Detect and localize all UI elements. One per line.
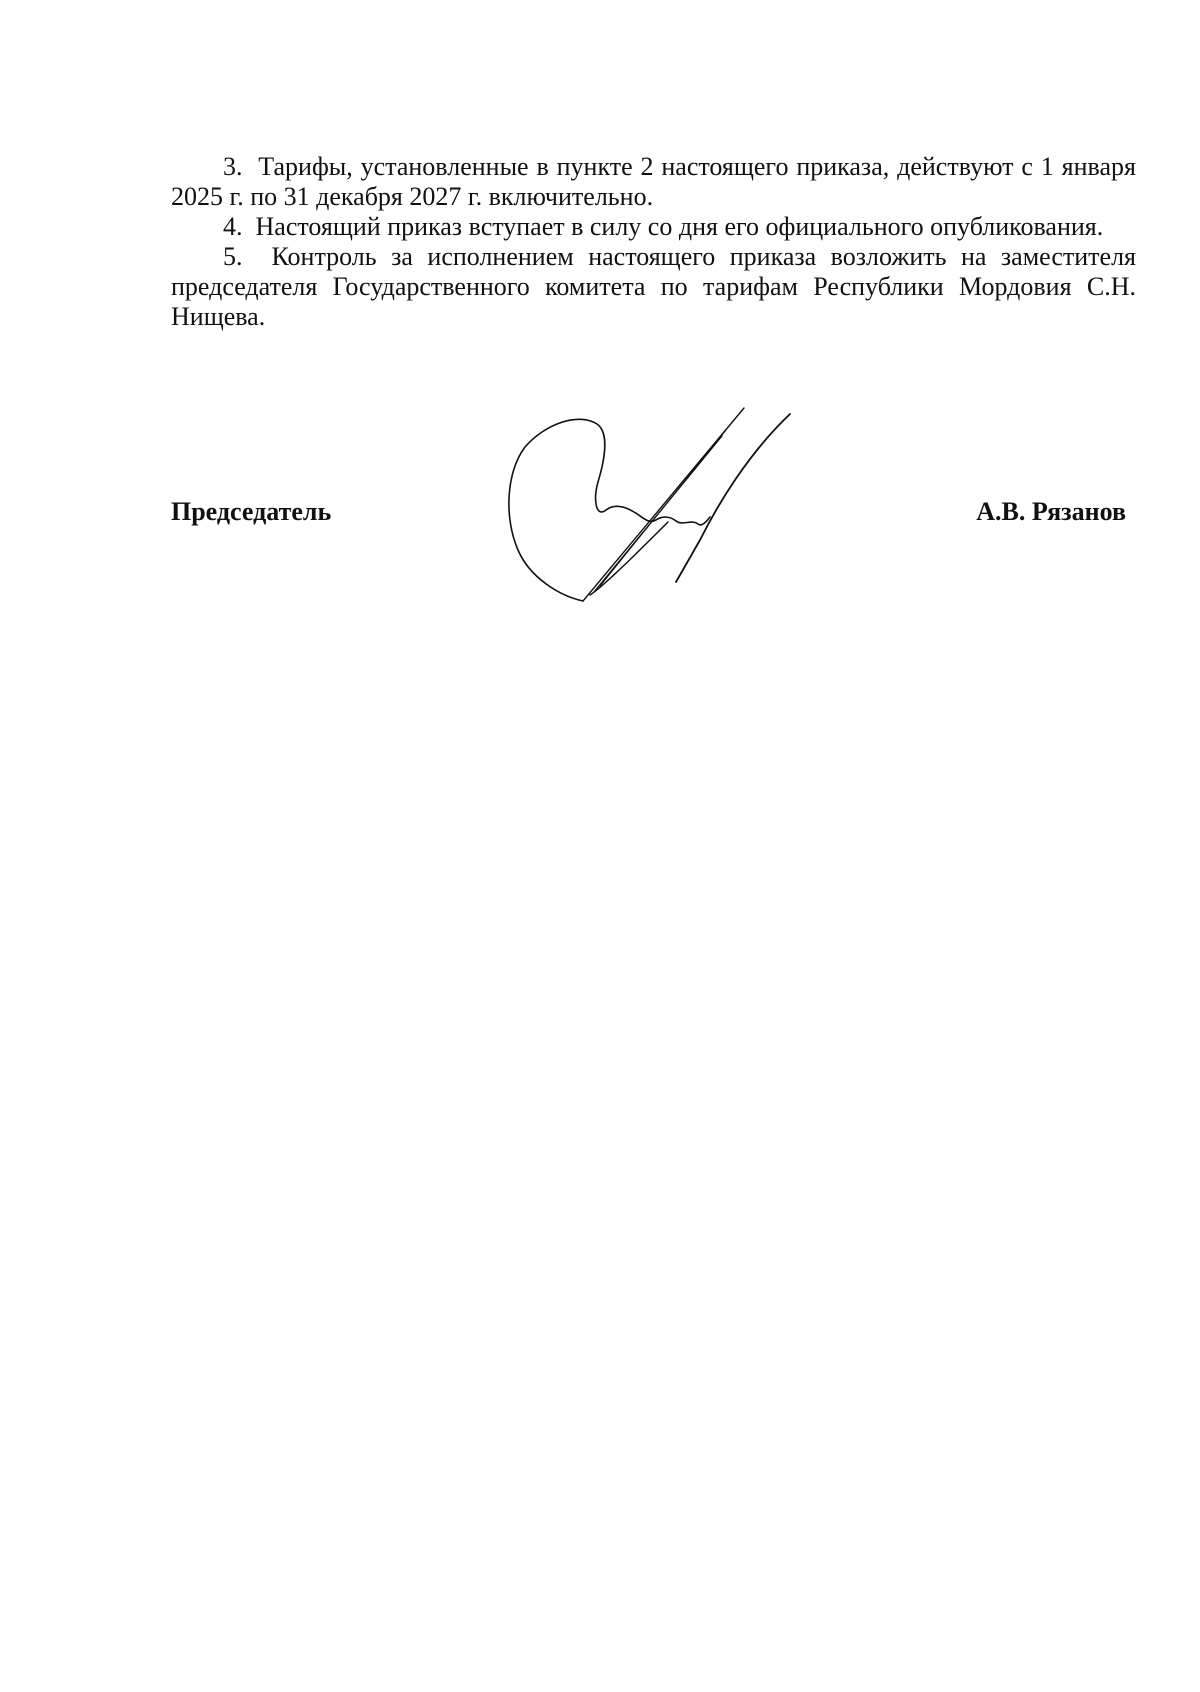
paragraph-5-text: Контроль за исполнением настоящего приказа возложить на заместителя председателя Государственного комитета по тарифам Республики Мордовия С.Н. Нищева. bbox=[171, 242, 1137, 331]
paragraph-5-number: 5. bbox=[223, 242, 243, 271]
signatory-position: Председатель bbox=[171, 497, 332, 526]
signatory-name: А.В. Рязанов bbox=[976, 497, 1126, 526]
paragraph-3-text: Тарифы, установленные в пункте 2 настоящего приказа, действуют с 1 января 2025 г. по 31 декабря 2027 г. включительно. bbox=[171, 152, 1136, 211]
paragraph-4-text: Настоящий приказ вступает в силу со дня его официального опубликования. bbox=[255, 212, 1104, 241]
paragraph-4 bbox=[171, 212, 1136, 242]
paragraph-5 bbox=[171, 242, 1136, 332]
document-body bbox=[171, 152, 1136, 332]
paragraph-3-number: 3. bbox=[223, 152, 243, 181]
paragraph-3 bbox=[171, 152, 1136, 212]
handwritten-signature bbox=[500, 400, 810, 620]
paragraph-4-number: 4. bbox=[223, 212, 243, 241]
